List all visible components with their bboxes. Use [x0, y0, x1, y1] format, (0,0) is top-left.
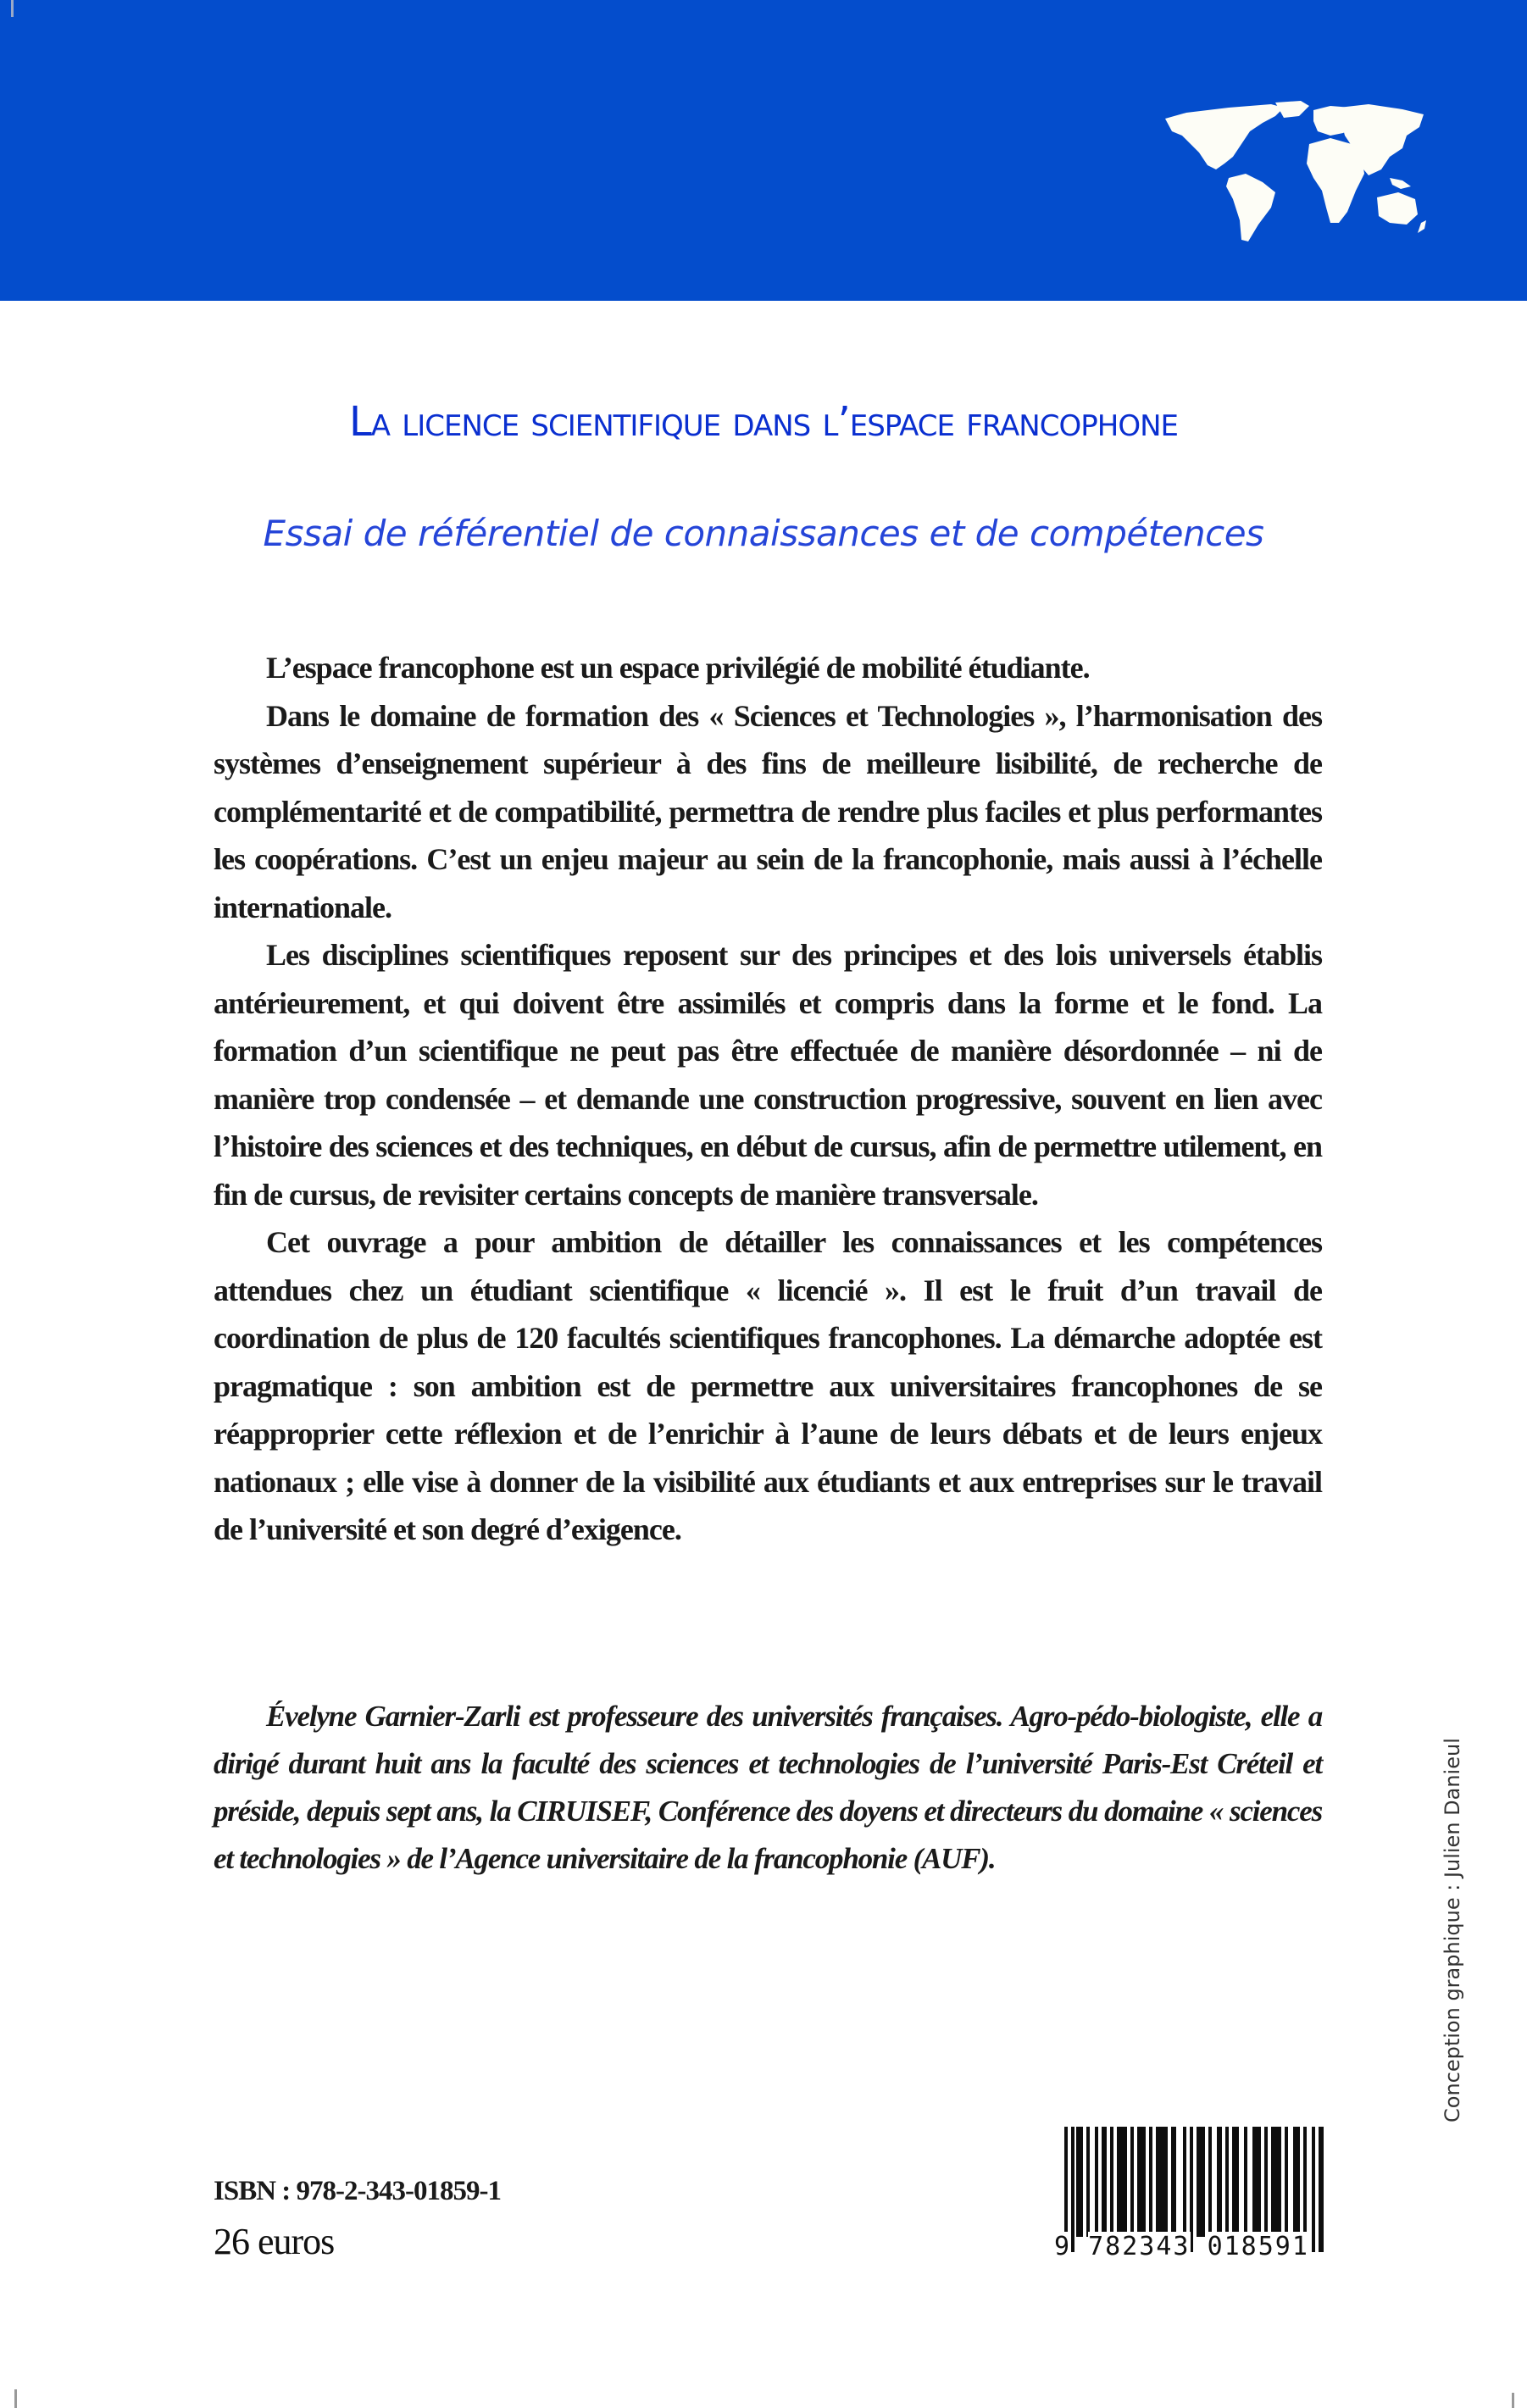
isbn-label: ISBN : 978-2-343-01859-1: [214, 2176, 501, 2206]
crop-mark: [1512, 2393, 1514, 2408]
barcode-digits-left: 782343: [1088, 2232, 1191, 2261]
book-title-text: La licence scientifique dans l’espace francophone: [349, 398, 1178, 446]
price-label: 26 euros: [214, 2221, 335, 2262]
back-cover-blurb: [214, 644, 1322, 1554]
blurb-paragraph: Cet ouvrage a pour ambition de détailler les connaissances et les compétences attendues chez un étudiant scientifique « licencié ». Il est le fruit d’un travail de coordination de plus de 120 facultés scientifiques francophones. La démarche adoptée est pragmatique : son ambition est de permettre aux universitaires francophones de se réapproprier cette réflexion et de l’enrichir à l’aune de leurs débats et de leurs enjeux nationaux ; elle vise à donner de la visibilité aux étudiants et aux entreprises sur le travail de l’université et son degré d’exigence.: [214, 1225, 1322, 1546]
cover-header-band: [0, 0, 1527, 301]
design-credit: Conception graphique : Julien Danieul: [1441, 1738, 1464, 2122]
author-bio-text: Évelyne Garnier-Zarli est professeure des universités françaises. Agro-pédo-biologiste, elle a dirigé durant huit ans la faculté des sciences et technologies de l’université Paris-Est Créteil et préside, depuis sept ans, la CIRUISEF, Conférence des doyens et directeurs du domaine « sciences et technologies » de l’Agence universitaire de la francophonie (AUF).: [214, 1700, 1322, 1875]
crop-mark: [11, 0, 14, 17]
book-subtitle: Essai de référentiel de connaissances et de compétences: [263, 513, 1264, 554]
blurb-paragraph: L’espace francophone est un espace privilégié de mobilité étudiante.: [266, 651, 1090, 685]
barcode-digit-first: 9: [1054, 2232, 1072, 2261]
book-title: [0, 398, 1527, 446]
crop-mark: [14, 2389, 17, 2408]
world-map-icon: [1148, 97, 1428, 246]
isbn-barcode: [1054, 2127, 1327, 2262]
blurb-paragraph: Dans le domaine de formation des « Sciences et Technologies », l’harmonisation des systèmes d’enseignement supérieur à des fins de meilleure lisibilité, de recherche de complémentarité et de compatibilité, permettra de rendre plus faciles et plus performantes les coopérations. C’est un enjeu majeur au sein de la francophonie, mais aussi à l’échelle internationale.: [214, 698, 1322, 924]
barcode-number: [1054, 2232, 1309, 2261]
author-bio: [214, 1693, 1322, 1883]
barcode-digits-right: 018591: [1207, 2232, 1309, 2261]
blurb-paragraph: Les disciplines scientifiques reposent sur des principes et des lois universels établis antérieurement, et qui doivent être assimilés et compris dans la forme et le fond. La formation d’un scientifique ne peut pas être effectuée de manière désordonnée – ni de manière trop condensée – et demande une construction progressive, souvent en lien avec l’histoire des sciences et des techniques, en début de cursus, afin de permettre utilement, en fin de cursus, de revisiter certains concepts de manière transversale.: [214, 938, 1322, 1212]
